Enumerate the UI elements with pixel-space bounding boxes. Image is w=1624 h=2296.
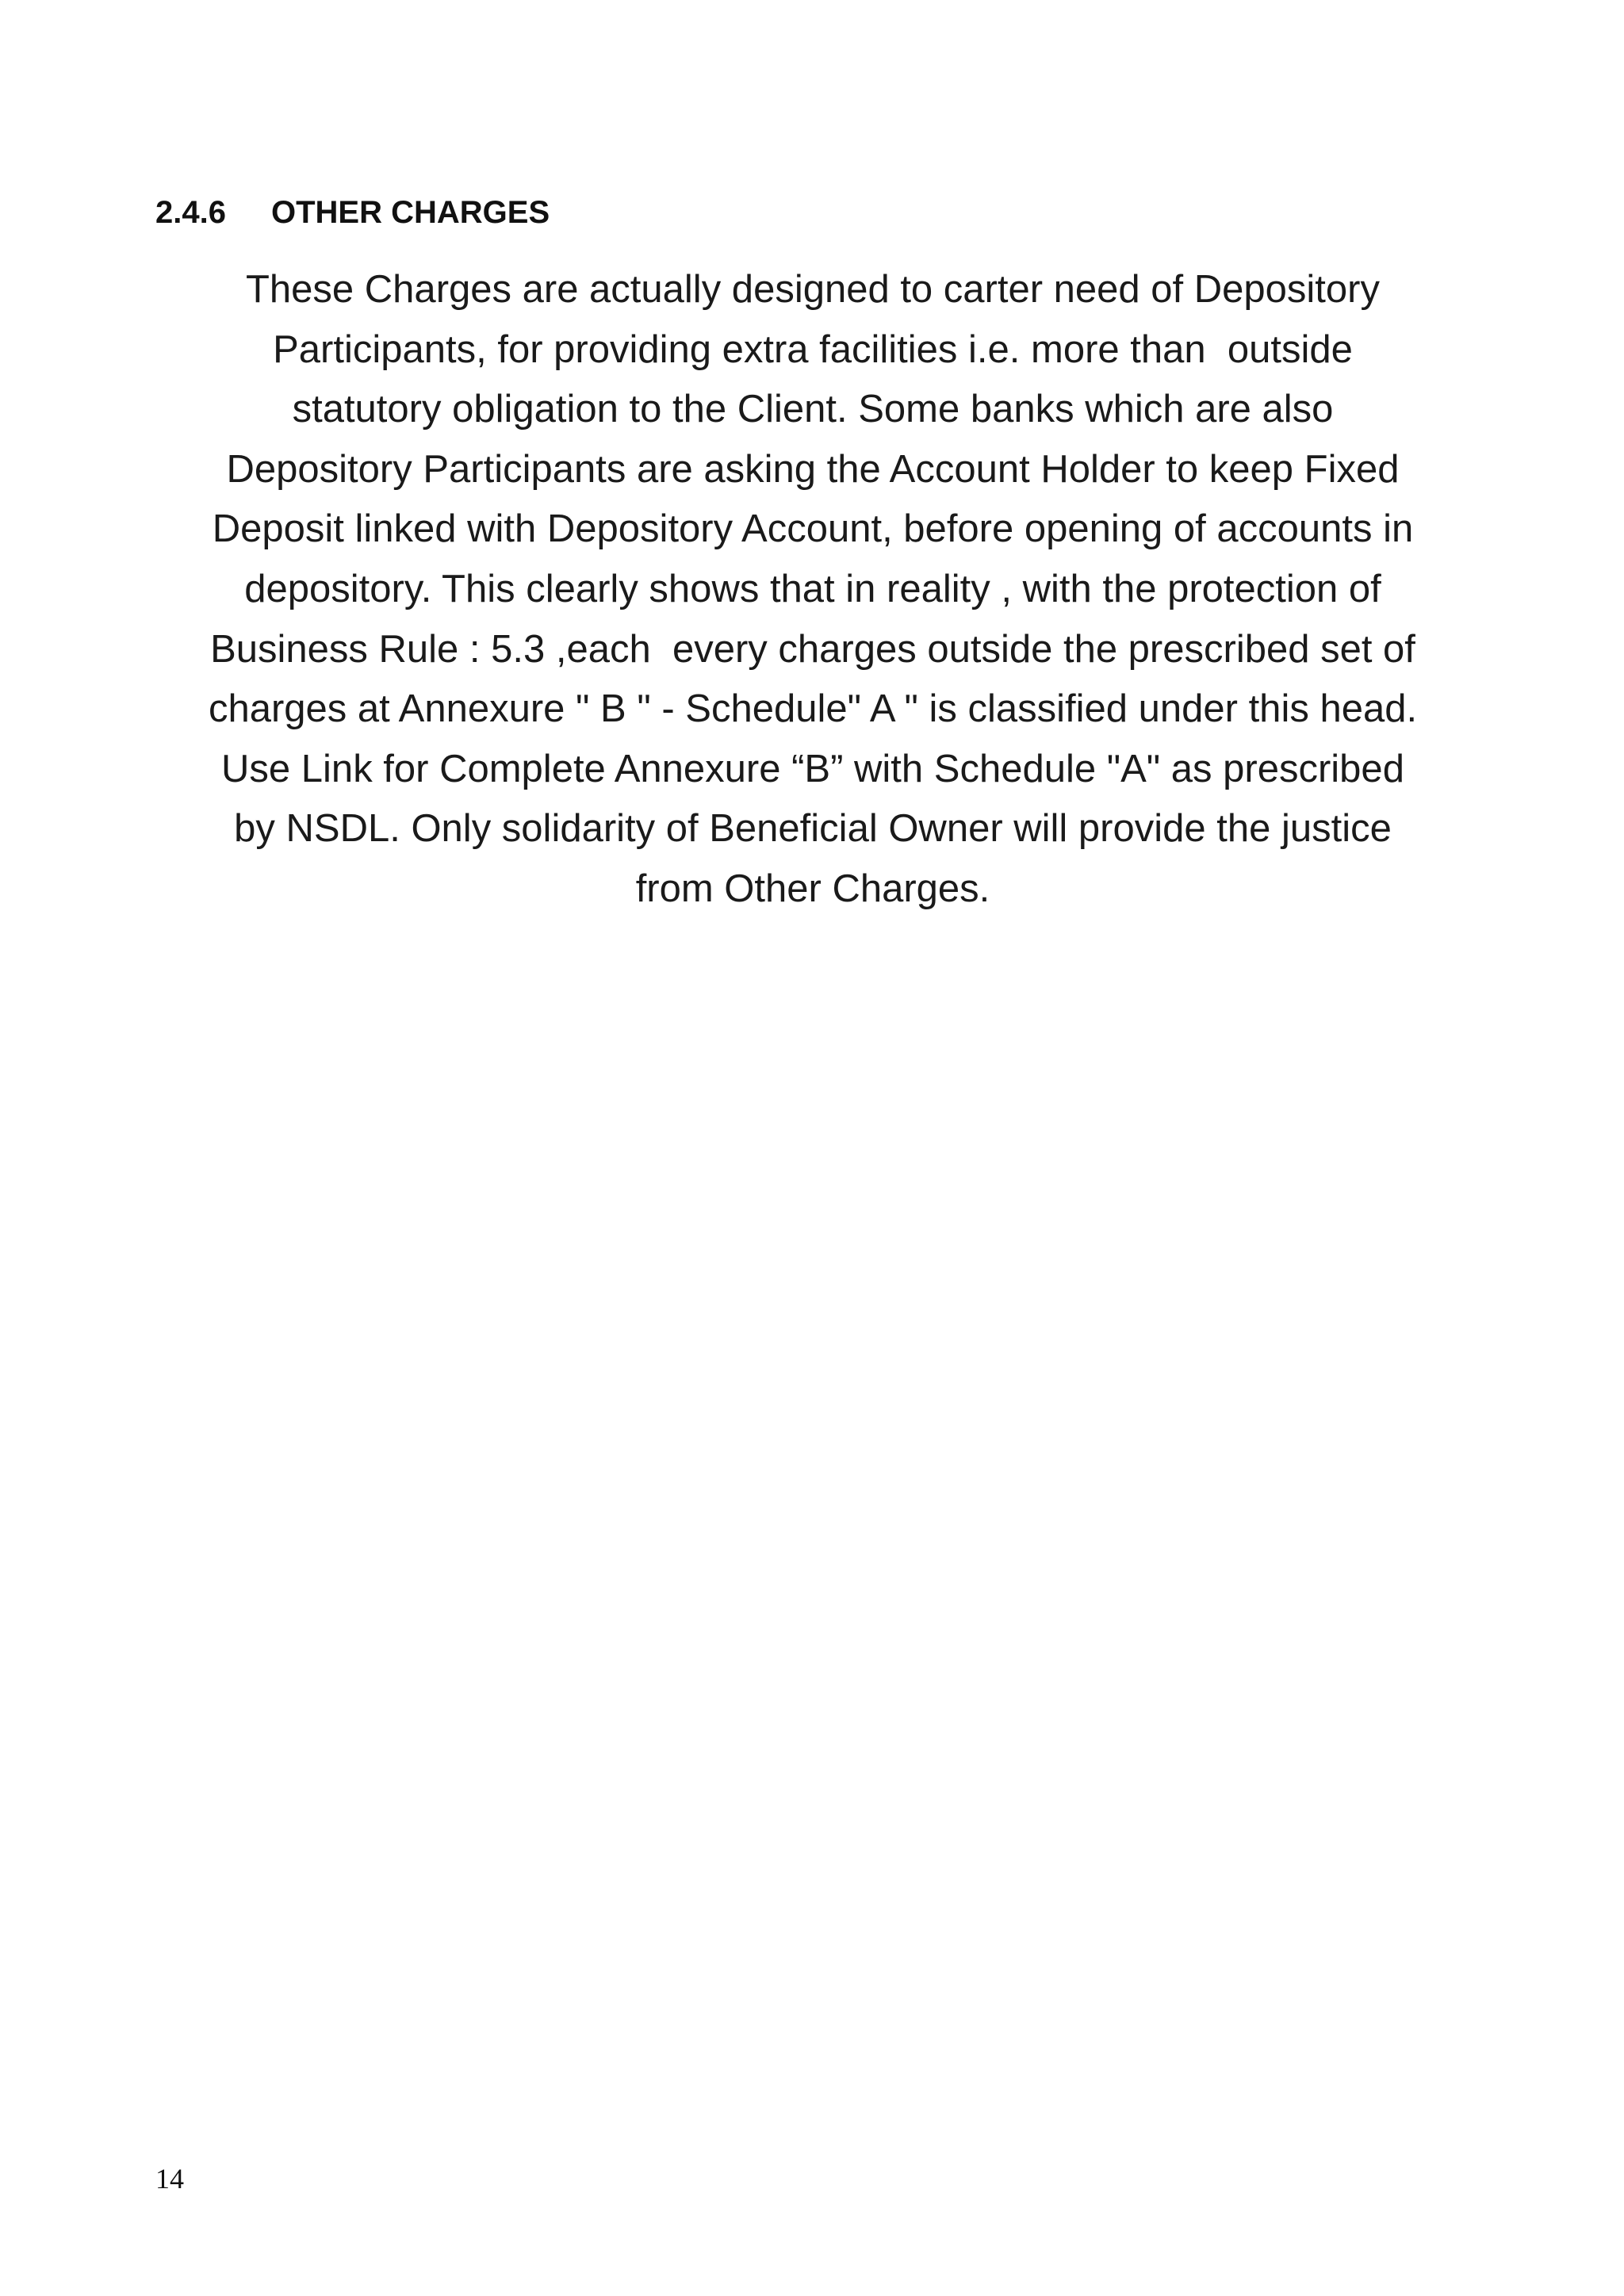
- paragraph-line: charges at Annexure " B " - Schedule" A " is classified under this head.: [208, 687, 1418, 731]
- paragraph-line: Deposit linked with Depository Account, before opening of accounts in: [212, 507, 1414, 551]
- section-title: OTHER CHARGES: [271, 195, 550, 230]
- paragraph-line: Depository Participants are asking the Account Holder to keep Fixed: [226, 447, 1400, 491]
- paragraph-line: Business Rule : 5.3 ,each every charges outside the prescribed set of: [210, 627, 1415, 671]
- body-paragraph: [151, 260, 1475, 920]
- paragraph-line: by NSDL. Only solidarity of Beneficial Owner will provide the justice: [234, 807, 1392, 851]
- paragraph-line: from Other Charges.: [635, 867, 990, 910]
- paragraph-line: statutory obligation to the Client. Some banks which are also: [292, 388, 1334, 431]
- paragraph-line: Participants, for providing extra facilities i.e. more than outside: [273, 327, 1353, 371]
- page-number: 14: [155, 2163, 184, 2195]
- paragraph-line: Use Link for Complete Annexure “B” with Schedule "A" as prescribed: [221, 747, 1404, 790]
- section-number: 2.4.6: [155, 195, 226, 230]
- paragraph-line: These Charges are actually designed to carter need of Depository: [246, 268, 1380, 311]
- paragraph-line: depository. This clearly shows that in reality , with the protection of: [244, 567, 1381, 610]
- section-heading: [155, 193, 550, 232]
